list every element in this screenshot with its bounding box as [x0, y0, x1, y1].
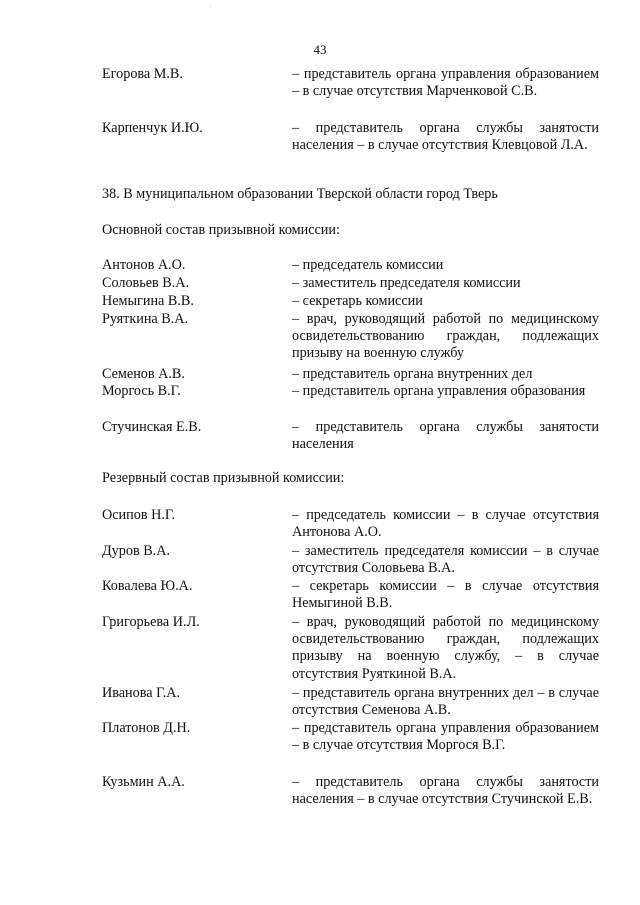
list-item [102, 685, 599, 719]
list-item [102, 293, 599, 310]
member-name: Дуров В.А. [102, 543, 171, 559]
list-item [102, 257, 599, 274]
member-name: Карпенчук И.Ю. [102, 120, 203, 136]
member-role: – врач, руководящий работой по медицинскому освидетельствованию граждан, подлежащих призыву на военную службу, – в случае отсутствия Руяткиной В.А. [292, 614, 599, 682]
member-role: – представитель органа управления образованием – в случае отсутствия Моргося В.Г. [292, 720, 599, 754]
list-item [102, 311, 599, 363]
member-name: Иванова Г.А. [102, 685, 181, 701]
member-name: Осипов Н.Г. [102, 507, 176, 523]
member-role: – представитель органа внутренних дел – в случае отсутствия Семенова А.В. [292, 685, 599, 719]
list-item [102, 614, 599, 683]
list-item [102, 720, 599, 754]
member-role: – представитель органа управления образованием – в случае отсутствия Марченковой С.В. [292, 66, 599, 100]
list-item [102, 774, 599, 808]
member-role: – представитель органа внутренних дел [292, 366, 533, 382]
list-item [102, 507, 599, 541]
member-name: Стучинская Е.В. [102, 419, 202, 435]
member-name: Платонов Д.Н. [102, 720, 191, 736]
member-name: Ковалева Ю.А. [102, 578, 193, 594]
list-item [102, 578, 599, 612]
list-item [102, 383, 599, 400]
list-item [102, 366, 599, 383]
scan-speck [210, 6, 211, 7]
list-item [102, 120, 599, 154]
member-name: Егорова М.В. [102, 66, 183, 82]
member-name: Немыгина В.В. [102, 293, 194, 309]
member-role: – представитель органа службы занятости населения – в случае отсутствия Стучинской Е.В. [292, 774, 599, 808]
list-item [102, 275, 599, 292]
member-name: Григорьева И.Л. [102, 614, 200, 630]
list-item [102, 66, 599, 100]
member-name: Семенов А.В. [102, 366, 185, 382]
member-role: – заместитель председателя комиссии [292, 275, 521, 291]
main-composition-heading: Основной состав призывной комиссии: [102, 222, 340, 238]
member-name: Руяткина В.А. [102, 311, 189, 327]
member-name: Моргось В.Г. [102, 383, 181, 399]
member-role: – врач, руководящий работой по медицинскому освидетельствованию граждан, подлежащих призыву на военную службу [292, 311, 599, 362]
member-role: – секретарь комиссии – в случае отсутствия Немыгиной В.В. [292, 578, 599, 612]
member-name: Кузьмин А.А. [102, 774, 185, 790]
member-role: – представитель органа управления образования [292, 383, 586, 399]
member-role: – председатель комиссии [292, 257, 444, 273]
member-role: – председатель комиссии – в случае отсутствия Антонова А.О. [292, 507, 599, 541]
member-role: – секретарь комиссии [292, 293, 423, 309]
reserve-composition-heading: Резервный состав призывной комиссии: [102, 470, 345, 486]
section-title: 38. В муниципальном образовании Тверской области город Тверь [102, 186, 498, 202]
list-item [102, 419, 599, 453]
page-number: 43 [313, 42, 327, 57]
member-role: – заместитель председателя комиссии – в случае отсутствия Соловьева В.А. [292, 543, 599, 577]
list-item [102, 543, 599, 577]
member-role: – представитель органа службы занятости населения [292, 419, 599, 453]
member-role: – представитель органа службы занятости населения – в случае отсутствия Клевцовой Л.А. [292, 120, 599, 154]
member-name: Соловьев В.А. [102, 275, 190, 291]
member-name: Антонов А.О. [102, 257, 186, 273]
